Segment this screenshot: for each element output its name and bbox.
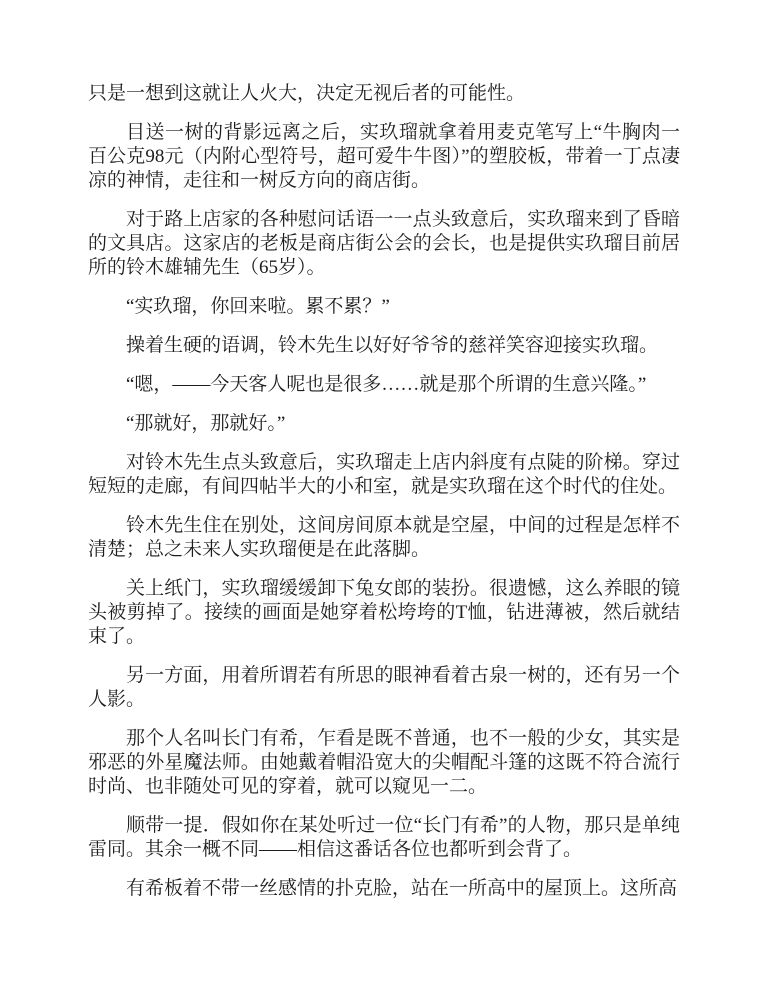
paragraph: “实玖瑠，你回来啦。累不累？” (126, 296, 390, 317)
paragraph: “那就好，那就好。” (126, 413, 286, 434)
paragraph: “嗯，——今天客人呢也是很多……就是那个所谓的生意兴隆。” (126, 374, 647, 395)
paragraph: 对铃木先生点头致意后，实玖瑠走上店内斜度有点陡的阶梯。穿过短短的走廊，有间四帖半大的小和室，就是实玖瑠在这个时代的住处。 (88, 452, 680, 497)
paragraph: 有希板着不带一丝感情的扑克脸，站在一所高中的屋顶上。这所高 (126, 878, 678, 899)
paragraph: 另一方面，用着所谓若有所思的眼神看着古泉一树的，还有另一个人影。 (88, 665, 680, 710)
paragraph: 那个人名叫长门有希，乍看是既不普通，也不一般的少女，其实是邪恶的外星魔法师。由她戴着帽沿宽大的尖帽配斗篷的这既不符合流行时尚、也非随处可见的穿着，就可以窥见一二。 (88, 728, 680, 797)
paragraph: 顺带一提．假如你在某处听过一位“长门有希”的人物，那只是单纯雷同。其余一概不同——相信这番话各位也都听到会背了。 (88, 815, 680, 860)
paragraph: 铃木先生住在别处，这间房间原本就是空屋，中间的过程是怎样不清楚；总之未来人实玖瑠便是在此落脚。 (88, 515, 680, 560)
paragraph: 目送一树的背影远离之后，实玖瑠就拿着用麦克笔写上“牛胸肉一百公克98元（内附心型符号，超可爱牛牛图）”的塑胶板，带着一丁点凄凉的神情，走往和一树反方向的商店街。 (88, 122, 680, 191)
paragraph: 只是一想到这就让人火大，决定无视后者的可能性。 (88, 83, 526, 104)
paragraph: 关上纸门，实玖瑠缓缓卸下兔女郎的装扮。很遗憾，这么养眼的镜头被剪掉了。接续的画面是她穿着松垮垮的T恤，钻进薄被，然后就结束了。 (88, 578, 680, 647)
page-text-block (88, 82, 680, 916)
paragraph: 操着生硬的语调，铃木先生以好好爷爷的慈祥笑容迎接实玖瑠。 (126, 335, 659, 356)
paragraph: 对于路上店家的各种慰问话语一一点头致意后，实玖瑠来到了昏暗的文具店。这家店的老板是商店街公会的会长，也是提供实玖瑠目前居所的铃木雄辅先生（65岁）。 (88, 209, 680, 278)
